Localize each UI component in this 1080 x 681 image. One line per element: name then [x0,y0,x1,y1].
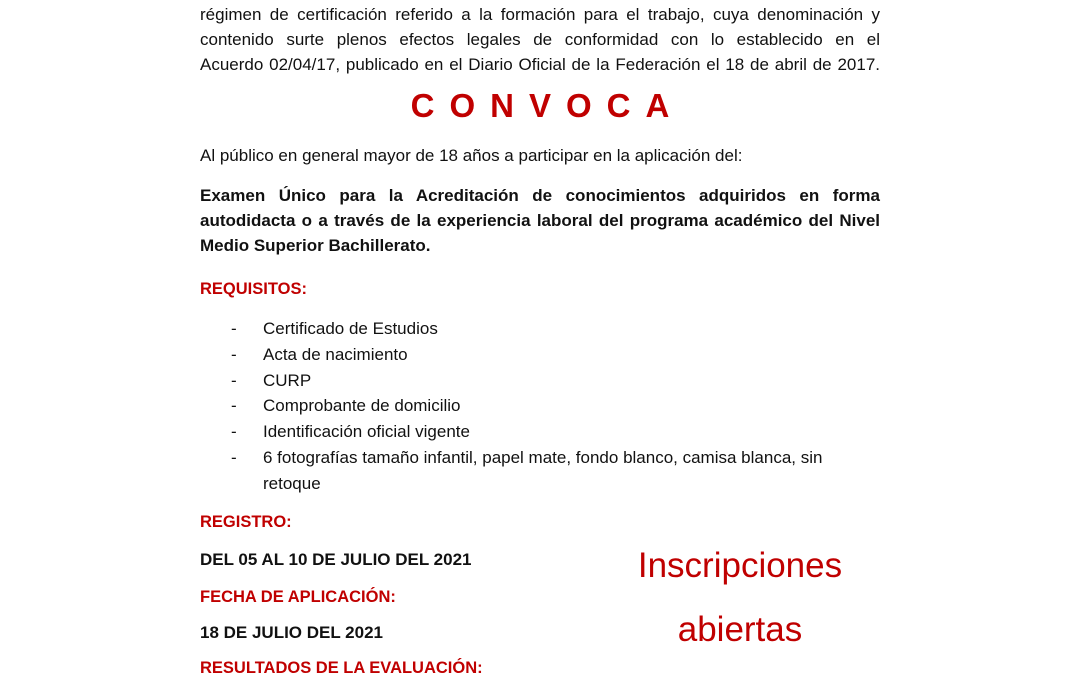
intro-line-3: Acuerdo 02/04/17, publicado en el Diario Oficial de la Federación el 18 de abril de 2017. [200,55,880,74]
requisito-label: CURP [263,370,312,390]
aplicacion-heading: FECHA DE APLICACIÓN: [200,588,396,606]
requisito-label: Comprobante de domicilio [263,396,461,416]
banner-line-2: abiertas [677,610,803,649]
requisito-label: 6 fotografías tamaño infantil, papel mate, fondo blanco, camisa blanca, sin retoque [263,447,823,493]
exam-line-1: Examen Único para la Acreditación de conocimientos adquiridos en forma [200,186,880,205]
requisito-label: Identificación oficial vigente [263,422,470,442]
intro-paragraph [200,2,880,77]
public-call-text: Al público en general mayor de 18 años a participar en la aplicación del: [200,146,743,165]
requisito-item [200,445,860,497]
exam-line-2: autodidacta o a través de la experiencia laboral del programa académico del Nivel [200,211,880,230]
requisito-label: Certificado de Estudios [263,319,438,338]
convoca-title: CONVOCA [410,87,685,124]
inscripciones-abiertas-banner [600,534,880,662]
requisitos-heading: REQUISITOS: [200,280,307,298]
requisito-item [200,419,860,445]
dash-bullet: - [231,344,237,364]
dash-bullet: - [231,396,237,416]
requisito-item [200,393,860,419]
dash-bullet: - [231,370,237,390]
aplicacion-date: 18 DE JULIO DEL 2021 [200,623,383,642]
exam-paragraph [200,183,880,258]
intro-line-1: régimen de certificación referido a la formación para el trabajo, cuya denominación y [200,5,880,24]
dash-bullet: - [231,447,237,467]
exam-line-3: Medio Superior Bachillerato. [200,236,431,255]
dash-bullet: - [231,422,237,442]
intro-line-2: contenido surte plenos efectos legales de conformidad con lo establecido en el [200,30,880,49]
banner-line-1: Inscripciones [637,546,843,585]
requisitos-list-container [200,316,860,497]
registro-heading: REGISTRO: [200,513,292,531]
dash-bullet: - [231,319,237,338]
requisito-label: Acta de nacimiento [263,344,408,364]
resultados-heading: RESULTADOS DE LA EVALUACIÓN: [200,659,483,677]
requisito-item [200,316,860,342]
requisito-item [200,342,860,368]
registro-dates: DEL 05 AL 10 DE JULIO DEL 2021 [200,550,472,569]
requisitos-list [200,316,860,497]
requisito-item [200,368,860,394]
